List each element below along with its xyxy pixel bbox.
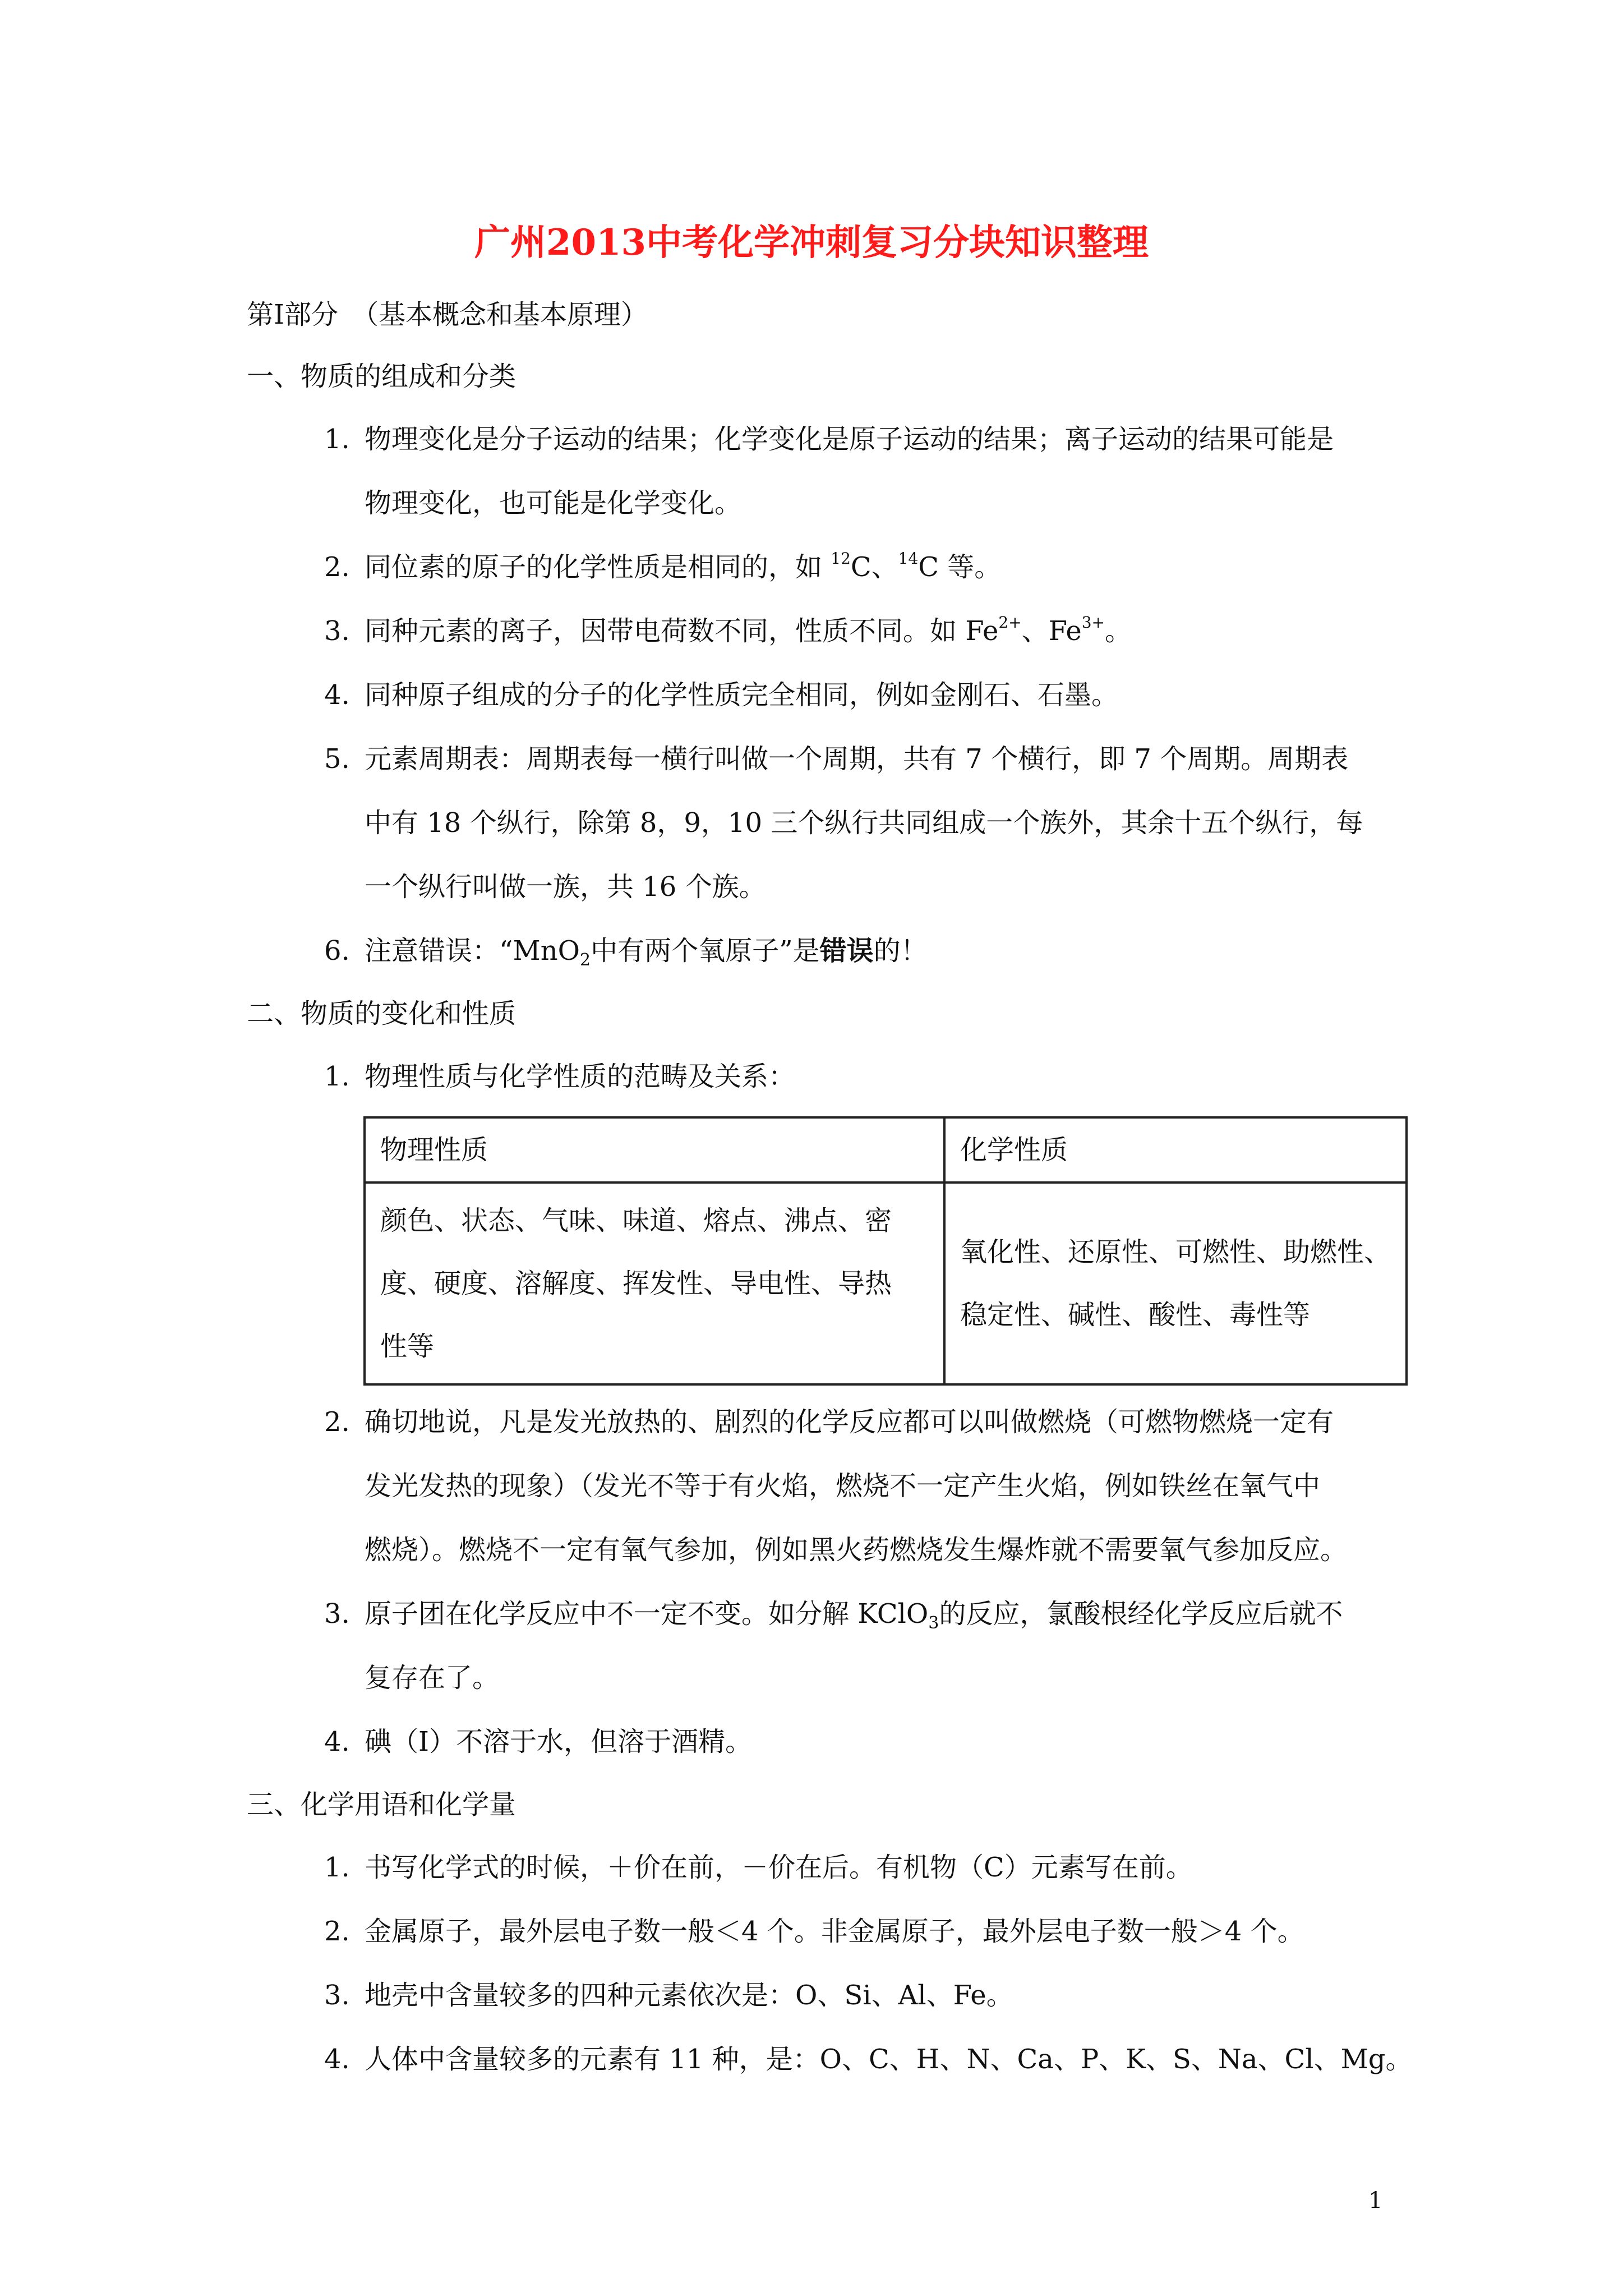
text-segment: 。 — [1105, 615, 1132, 647]
item-text: 金属原子，最外层电子数一般＜4 个。非金属原子，最外层电子数一般＞4 个。 — [365, 1916, 1304, 1947]
page-number: 1 — [1368, 2188, 1383, 2214]
section-heading-3: 三、化学用语和化学量 — [247, 1789, 517, 1820]
item-text — [365, 550, 1001, 585]
emphasis-text: 错误 — [819, 935, 874, 967]
text-segment: C 等。 — [918, 551, 1002, 583]
ion-charge: 3+ — [1081, 613, 1105, 632]
item-number: 2. — [324, 551, 350, 583]
subscript: 2 — [579, 950, 591, 970]
item-text: 地壳中含量较多的四种元素依次是：O、Si、Al、Fe。 — [365, 1980, 1013, 2011]
item-number: 4. — [324, 2044, 350, 2075]
isotope-mass: 12 — [831, 549, 851, 568]
section-heading-1: 一、物质的组成和分类 — [247, 361, 517, 392]
item-text-cont: 发光发热的现象）（发光不等于有火焰，燃烧不一定产生火焰，例如铁丝在氧气中 — [365, 1470, 1321, 1502]
item-text — [365, 614, 1132, 648]
part-heading: 第Ⅰ部分 （基本概念和基本原理） — [247, 299, 648, 330]
item-text — [365, 1596, 1343, 1631]
isotope-mass: 14 — [898, 549, 919, 568]
subscript: 3 — [928, 1613, 939, 1633]
table-header-cell: 化学性质 — [944, 1117, 1407, 1182]
item-number: 2. — [324, 1916, 350, 1947]
item-text: 碘（I）不溶于水，但溶于酒精。 — [365, 1726, 752, 1757]
text-segment: 中有两个氧原子”是 — [591, 935, 820, 967]
item-number: 3. — [324, 1598, 350, 1630]
cell-line: 氧化性、还原性、可燃性、助燃性、 — [960, 1236, 1391, 1268]
table-cell-physical — [365, 1182, 944, 1384]
document-title: 广州2013中考化学冲刺复习分块知识整理 — [474, 222, 1149, 264]
item-text: 物理性质与化学性质的范畴及关系： — [365, 1061, 796, 1092]
properties-table — [363, 1116, 1408, 1386]
item-text: 物理变化是分子运动的结果；化学变化是原子运动的结果；离子运动的结果可能是 — [365, 424, 1334, 455]
text-segment: 同种元素的离子，因带电荷数不同，性质不同。如 Fe — [365, 615, 999, 647]
text-segment: C、 — [850, 551, 898, 583]
item-text-cont: 中有 18 个纵行，除第 8，9，10 三个纵行共同组成一个族外，其余十五个纵行，每 — [365, 807, 1363, 839]
text-segment: 原子团在化学反应中不一定不变。如分解 KClO — [365, 1598, 929, 1630]
item-number: 1. — [324, 1852, 350, 1883]
item-text: 人体中含量较多的元素有 11 种，是：O、C、H、N、Ca、P、K、S、Na、Cl、Mg。 — [365, 2044, 1413, 2075]
item-number: 4. — [324, 679, 350, 711]
cell-line: 稳定性、碱性、酸性、毒性等 — [960, 1299, 1310, 1331]
item-text: 确切地说，凡是发光放热的、剧烈的化学反应都可以叫做燃烧（可燃物燃烧一定有 — [365, 1406, 1334, 1438]
item-text-cont: 一个纵行叫做一族，共 16 个族。 — [365, 871, 766, 903]
item-text: 元素周期表：周期表每一横行叫做一个周期，共有 7 个横行，即 7 个周期。周期表 — [365, 743, 1349, 775]
text-segment: 的反应，氯酸根经化学反应后就不 — [939, 1598, 1343, 1630]
item-text-cont: 复存在了。 — [365, 1662, 500, 1694]
cell-line: 度、硬度、溶解度、挥发性、导电性、导热 — [380, 1268, 892, 1299]
table-header-row — [365, 1117, 1407, 1182]
cell-line: 颜色、状态、气味、味道、熔点、沸点、密 — [380, 1205, 892, 1236]
item-number: 5. — [324, 743, 350, 775]
item-text-cont: 物理变化，也可能是化学变化。 — [365, 487, 742, 519]
text-segment: 同位素的原子的化学性质是相同的，如 — [365, 551, 831, 583]
text-segment: 、Fe — [1021, 615, 1082, 647]
section-heading-2: 二、物质的变化和性质 — [247, 998, 517, 1029]
table-row — [365, 1182, 1407, 1384]
table-header-cell: 物理性质 — [365, 1117, 944, 1182]
item-number: 3. — [324, 1980, 350, 2011]
item-number: 2. — [324, 1406, 350, 1438]
item-text: 书写化学式的时候，＋价在前，－价在后。有机物（C）元素写在前。 — [365, 1852, 1193, 1883]
item-text — [365, 933, 928, 968]
table-cell-chemical — [944, 1182, 1407, 1384]
cell-line: 性等 — [380, 1331, 435, 1362]
item-number: 1. — [324, 424, 350, 455]
text-segment: 的！ — [873, 935, 928, 967]
item-text-cont: 燃烧）。燃烧不一定有氧气参加，例如黑火药燃烧发生爆炸就不需要氧气参加反应。 — [365, 1534, 1348, 1566]
item-number: 3. — [324, 615, 350, 647]
ion-charge: 2+ — [998, 613, 1022, 632]
item-text: 同种原子组成的分子的化学性质完全相同，例如金刚石、石墨。 — [365, 679, 1119, 711]
item-number: 1. — [324, 1061, 350, 1092]
item-number: 6. — [324, 935, 350, 967]
text-segment: 注意错误：“MnO — [365, 935, 580, 967]
item-number: 4. — [324, 1726, 350, 1757]
